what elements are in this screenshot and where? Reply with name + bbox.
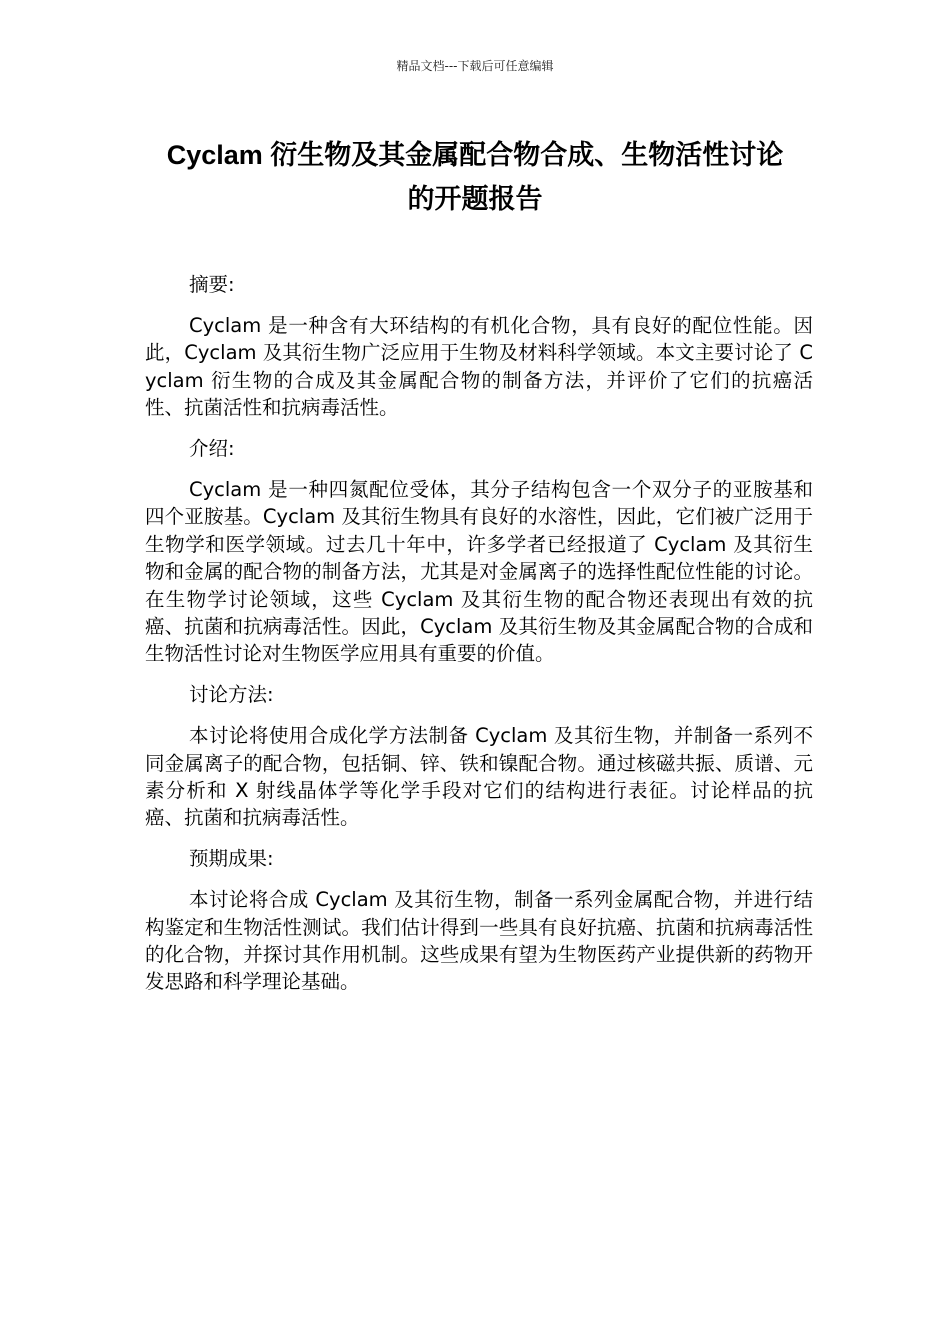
intro-paragraph: Cyclam 是一种四氮配位受体，其分子结构包含一个双分子的亚胺基和四个亚胺基。Cyclam 及其衍生物具有良好的水溶性，因此，它们被广泛用于生物学和医学领域。过去几十年中，许多学者已经报道了 Cyclam 及其衍生物和金属的配合物的制备方法，尤其是对金属离子的选择性配位性能的讨论。在生物学讨论领域，这些 Cyclam 及其衍生物的配合物还表现出有效的抗癌、抗菌和抗病毒活性。因此，Cyclam 及其衍生物及其金属配合物的合成和生物活性讨论对生物医学应用具有重要的价值。 [145, 477, 813, 666]
method-heading: 讨论方法: [189, 683, 274, 707]
abstract-heading: 摘要: [189, 273, 235, 296]
method-paragraph: 本讨论将使用合成化学方法制备 Cyclam 及其衍生物，并制备一系列不同金属离子的配合物，包括铜、锌、铁和镍配合物。通过核磁共振、质谱、元素分析和 X 射线晶体学等化学手段对它们的结构进行表征。讨论样品的抗癌、抗菌和抗病毒活性。 [145, 724, 813, 830]
title-line-2: 的开题报告 [407, 184, 543, 214]
results-heading: 预期成果: [189, 847, 274, 871]
document-body [145, 271, 813, 1009]
intro-heading: 介绍: [189, 437, 235, 461]
title-line-1: Cyclam 衍生物及其金属配合物合成、生物活性讨论 [166, 140, 784, 170]
results-paragraph: 本讨论将合成 Cyclam 及其衍生物，制备一系列金属配合物，并进行结构鉴定和生物活性测试。我们估计得到一些具有良好抗癌、抗菌和抗病毒活性的化合物，并探讨其作用机制。这些成果有望为生物医药产业提供新的药物开发思路和科学理论基础。 [145, 888, 813, 994]
abstract-paragraph: Cyclam 是一种含有大环结构的有机化合物，具有良好的配位性能。因此，Cyclam 及其衍生物广泛应用于生物及材料科学领域。本文主要讨论了 Cyclam 衍生物的合成及其金属配合物的制备方法，并评价了它们的抗癌活性、抗菌活性和抗病毒活性。 [145, 313, 813, 420]
document-title [120, 133, 830, 221]
header-note: 精品文档---下载后可任意编辑 [396, 59, 554, 73]
